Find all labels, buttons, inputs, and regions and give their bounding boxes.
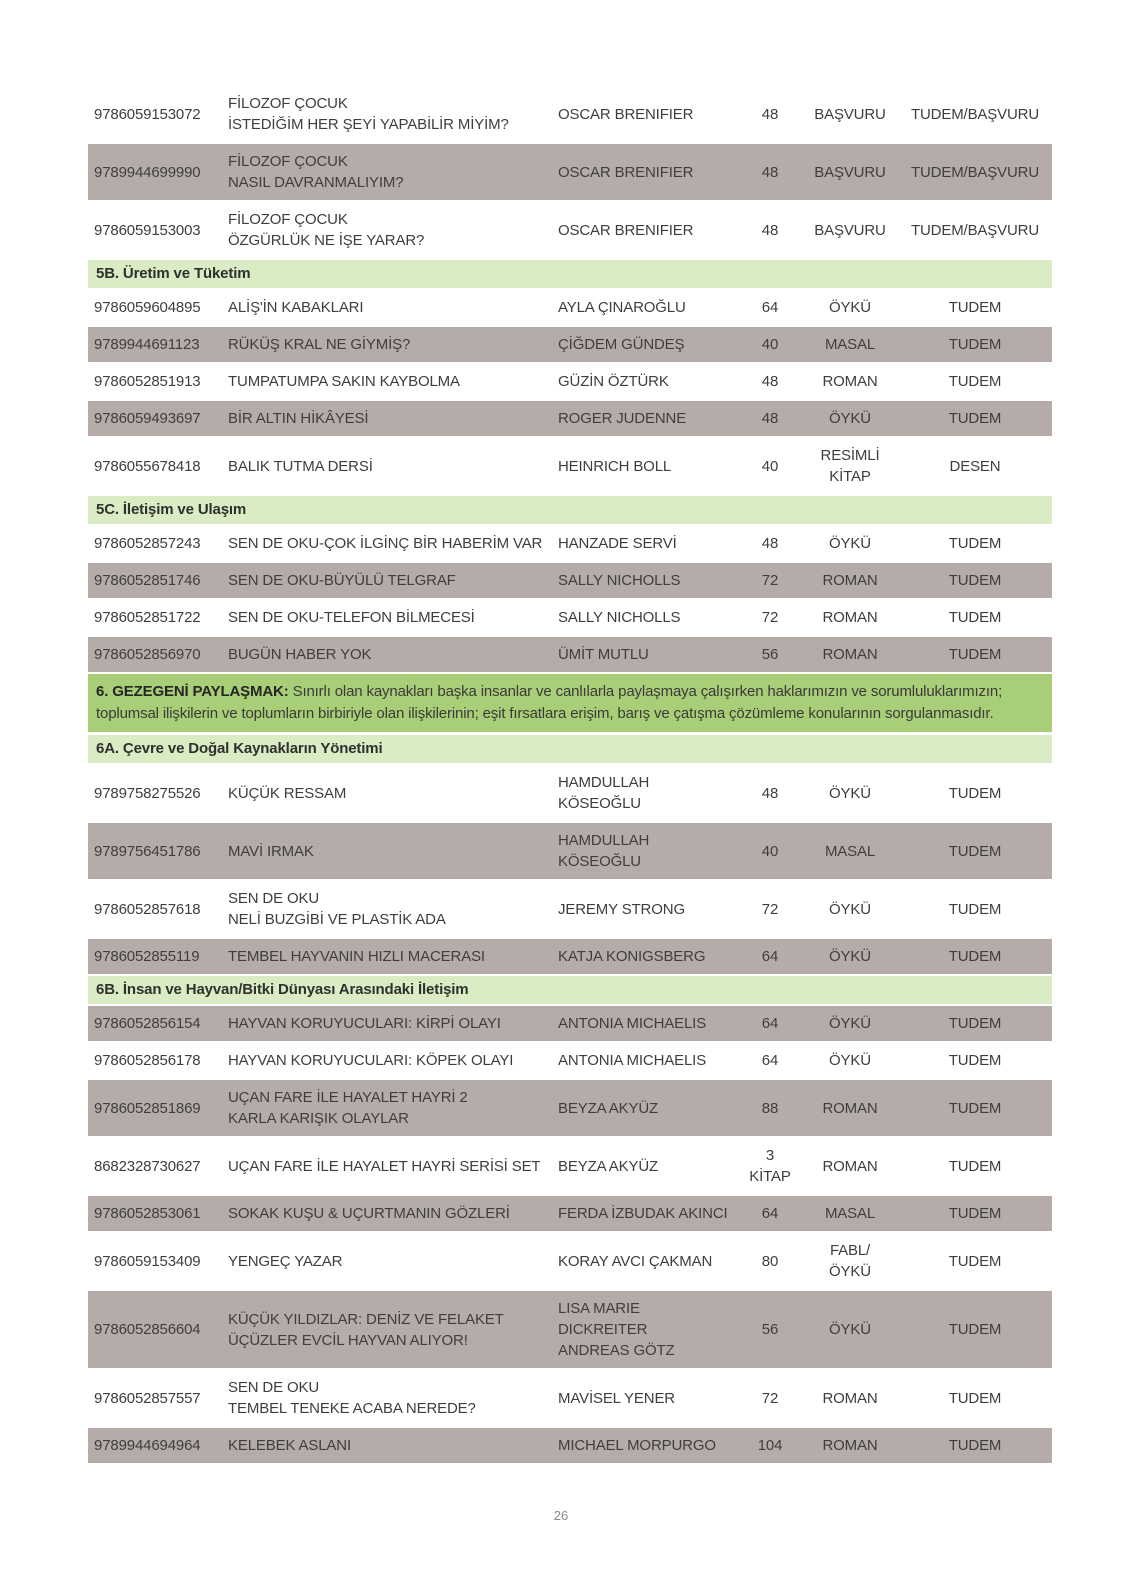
section-header: 5B. Üretim ve Tüketim: [88, 260, 1052, 288]
publisher-cell: TUDEM: [948, 1437, 1002, 1454]
author-cell: OSCAR BRENIFIER: [558, 105, 694, 123]
table-row: [88, 438, 1052, 494]
genre-cell: ROMAN: [822, 373, 878, 390]
pages-cell: 56: [761, 646, 779, 663]
publisher-cell: TUDEM: [948, 299, 1002, 316]
isbn-cell: 9786052851722: [94, 609, 201, 626]
isbn-cell: 9786052857618: [94, 900, 201, 918]
pages-cell: 72: [761, 572, 779, 589]
table-row: [88, 202, 1052, 258]
pages-cell: 48: [761, 784, 779, 802]
publisher-cell: TUDEM: [948, 1252, 1002, 1270]
isbn-cell: 8682328730627: [94, 1157, 201, 1175]
table-row: [88, 765, 1052, 821]
publisher-cell: TUDEM: [948, 842, 1002, 860]
title-cell: RÜKÜŞ KRAL NE GİYMİŞ?: [228, 336, 411, 353]
isbn-cell: 9786052856970: [94, 646, 201, 663]
author-cell: ROGER JUDENNE: [558, 410, 687, 427]
author-cell: AYLA ÇINAROĞLU: [558, 299, 686, 316]
pages-cell: 48: [761, 221, 779, 239]
pages-cell: 40: [761, 336, 779, 353]
table-row: [88, 364, 1052, 399]
genre-cell: ÖYKÜ: [829, 1052, 871, 1069]
isbn-cell: 9786055678418: [94, 457, 201, 475]
title-cell: ALİŞ'İN KABAKLARI: [228, 299, 364, 316]
pages-cell: 64: [761, 1052, 779, 1069]
isbn-cell: 9786052851913: [94, 373, 201, 390]
author-cell: ANTONIA MICHAELIS: [558, 1052, 707, 1069]
genre-cell: RESİMLİ KİTAP: [820, 447, 880, 485]
isbn-cell: 9786052855119: [94, 948, 200, 965]
author-cell: HAMDULLAH KÖSEOĞLU: [558, 774, 650, 812]
genre-cell: BAŞVURU: [814, 221, 886, 239]
isbn-cell: 9786059153072: [94, 105, 201, 123]
table-row: [88, 823, 1052, 879]
title-cell: BİR ALTIN HİKÂYESİ: [228, 410, 369, 427]
author-cell: KATJA KONIGSBERG: [558, 948, 706, 965]
author-cell: GÜZİN ÖZTÜRK: [558, 373, 669, 390]
isbn-cell: 9786052853061: [94, 1205, 201, 1222]
pages-cell: 72: [761, 1389, 779, 1407]
publisher-cell: TUDEM: [948, 410, 1002, 427]
pages-cell: 104: [757, 1437, 783, 1454]
title-cell: FİLOZOF ÇOCUK NASIL DAVRANMALIYIM?: [228, 153, 404, 191]
title-cell: HAYVAN KORUYUCULARI: KİRPİ OLAYI: [228, 1015, 501, 1032]
author-cell: MAVİSEL YENER: [558, 1389, 675, 1407]
publisher-cell: TUDEM/BAŞVURU: [910, 163, 1040, 181]
publisher-cell: TUDEM: [948, 1099, 1002, 1117]
title-cell: SOKAK KUŞU & UÇURTMANIN GÖZLERİ: [228, 1205, 510, 1222]
publisher-cell: TUDEM: [948, 900, 1002, 918]
table-row: [88, 1291, 1052, 1368]
title-cell: FİLOZOF ÇOCUK İSTEDİĞİM HER ŞEYİ YAPABİLİR MİYİM?: [228, 95, 509, 133]
isbn-cell: 9786059493697: [94, 410, 201, 427]
genre-cell: ÖYKÜ: [829, 1321, 871, 1338]
publisher-cell: TUDEM: [948, 1015, 1002, 1032]
pages-cell: 48: [761, 410, 779, 427]
isbn-cell: 9786052851869: [94, 1099, 201, 1117]
author-cell: HANZADE SERVİ: [558, 535, 677, 552]
title-cell: MAVİ IRMAK: [228, 842, 314, 860]
pages-cell: 64: [761, 948, 779, 965]
section-header: 6B. İnsan ve Hayvan/Bitki Dünyası Arasındaki İletişim: [88, 976, 1052, 1004]
isbn-cell: 9789758275526: [94, 784, 201, 802]
table-row: [88, 1370, 1052, 1426]
author-cell: BEYZA AKYÜZ: [558, 1099, 659, 1117]
genre-cell: ROMAN: [822, 1389, 878, 1407]
publisher-cell: TUDEM: [948, 1157, 1002, 1175]
publisher-cell: TUDEM: [948, 609, 1002, 626]
table-row: [88, 1043, 1052, 1078]
section-header: 5C. İletişim ve Ulaşım: [88, 496, 1052, 524]
table-row: [88, 1006, 1052, 1041]
publisher-cell: TUDEM/BAŞVURU: [910, 221, 1040, 239]
isbn-cell: 9786052857243: [94, 535, 201, 552]
section-banner: 6. GEZEGENİ PAYLAŞMAK: Sınırlı olan kaynakları başka insanlar ve canlılarla paylaşmaya çalışırken haklarımızın ve sorumluluklarımızın; toplumsal ilişkilerin ve toplumların birbiriyle olan ilişkilerinin; eşit fırsatlara erişim, barış ve çatışma çözümleme konularının sorgulanmasıdır.: [88, 674, 1052, 732]
author-cell: ANTONIA MICHAELIS: [558, 1015, 707, 1032]
publisher-cell: TUDEM: [948, 1389, 1002, 1407]
author-cell: HAMDULLAH KÖSEOĞLU: [558, 832, 650, 870]
table-row: [88, 939, 1052, 974]
section-header: 6A. Çevre ve Doğal Kaynakların Yönetimi: [88, 735, 1052, 763]
title-cell: YENGEÇ YAZAR: [228, 1252, 343, 1270]
publisher-cell: TUDEM/BAŞVURU: [910, 105, 1040, 123]
title-cell: SEN DE OKU NELİ BUZGİBİ VE PLASTİK ADA: [228, 890, 446, 928]
title-cell: SEN DE OKU-TELEFON BİLMECESİ: [228, 609, 475, 626]
publisher-cell: TUDEM: [948, 646, 1002, 663]
publisher-cell: TUDEM: [948, 1321, 1002, 1338]
pages-cell: 48: [761, 105, 779, 123]
genre-cell: ROMAN: [822, 609, 878, 626]
publisher-cell: TUDEM: [948, 1052, 1002, 1069]
genre-cell: MASAL: [824, 336, 876, 353]
title-cell: HAYVAN KORUYUCULARI: KÖPEK OLAYI: [228, 1052, 514, 1069]
author-cell: LISA MARIE DICKREITER ANDREAS GÖTZ: [558, 1300, 675, 1359]
table-row: [88, 563, 1052, 598]
publisher-cell: TUDEM: [948, 572, 1002, 589]
title-cell: BALIK TUTMA DERSİ: [228, 457, 373, 475]
genre-cell: BAŞVURU: [814, 163, 886, 181]
genre-cell: ÖYKÜ: [829, 535, 871, 552]
pages-cell: 40: [761, 457, 779, 475]
publisher-cell: TUDEM: [948, 535, 1002, 552]
table-row: [88, 327, 1052, 362]
publisher-cell: TUDEM: [948, 1205, 1002, 1222]
table-row: [88, 401, 1052, 436]
isbn-cell: 9786059153003: [94, 221, 201, 239]
pages-cell: 88: [761, 1099, 779, 1117]
genre-cell: FABL/ ÖYKÜ: [829, 1242, 871, 1280]
genre-cell: ROMAN: [822, 1099, 878, 1117]
isbn-cell: 9786052851746: [94, 572, 201, 589]
author-cell: ÜMİT MUTLU: [558, 646, 649, 663]
isbn-cell: 9786052856154: [94, 1015, 201, 1032]
author-cell: OSCAR BRENIFIER: [558, 163, 694, 181]
pages-cell: 3 KİTAP: [749, 1147, 791, 1185]
isbn-cell: 9786059153409: [94, 1252, 201, 1270]
isbn-cell: 9789944694964: [94, 1437, 201, 1454]
genre-cell: ROMAN: [822, 646, 878, 663]
pages-cell: 64: [761, 1015, 779, 1032]
pages-cell: 64: [761, 1205, 779, 1222]
genre-cell: ROMAN: [822, 1157, 878, 1175]
title-cell: SEN DE OKU-BÜYÜLÜ TELGRAF: [228, 572, 456, 589]
pages-cell: 48: [761, 163, 779, 181]
publisher-cell: DESEN: [949, 457, 1001, 475]
title-cell: KELEBEK ASLANI: [228, 1437, 351, 1454]
pages-cell: 56: [761, 1321, 779, 1338]
table-row: [88, 1196, 1052, 1231]
table-row: [88, 144, 1052, 200]
genre-cell: BAŞVURU: [814, 105, 886, 123]
title-cell: SEN DE OKU-ÇOK İLGİNÇ BİR HABERİM VAR: [228, 535, 543, 552]
table-row: [88, 1233, 1052, 1289]
table-row: [88, 86, 1052, 142]
author-cell: HEINRICH BOLL: [558, 457, 672, 475]
genre-cell: ÖYKÜ: [829, 410, 871, 427]
pages-cell: 72: [761, 609, 779, 626]
pages-cell: 48: [761, 373, 779, 390]
isbn-cell: 9789944691123: [94, 336, 200, 353]
publisher-cell: TUDEM: [948, 948, 1002, 965]
table-row: [88, 1428, 1052, 1463]
section-banner-title: 6. GEZEGENİ PAYLAŞMAK:: [96, 683, 289, 700]
isbn-cell: 9786059604895: [94, 299, 201, 316]
genre-cell: ÖYKÜ: [829, 900, 871, 918]
pages-cell: 40: [761, 842, 779, 860]
table-row: [88, 881, 1052, 937]
table-row: [88, 637, 1052, 672]
author-cell: SALLY NICHOLLS: [558, 609, 681, 626]
genre-cell: ÖYKÜ: [829, 948, 871, 965]
genre-cell: ÖYKÜ: [829, 299, 871, 316]
isbn-cell: 9786052857557: [94, 1389, 201, 1407]
table-row: [88, 1080, 1052, 1136]
page-number: 26: [553, 1508, 569, 1523]
genre-cell: ÖYKÜ: [829, 784, 871, 802]
title-cell: KÜÇÜK YILDIZLAR: DENİZ VE FELAKET ÜÇÜZLER EVCİL HAYVAN ALIYOR!: [228, 1310, 504, 1349]
genre-cell: MASAL: [824, 1205, 876, 1222]
table-row: [88, 1138, 1052, 1194]
genre-cell: ROMAN: [822, 572, 878, 589]
genre-cell: ROMAN: [822, 1437, 878, 1454]
title-cell: UÇAN FARE İLE HAYALET HAYRİ 2 KARLA KARIŞIK OLAYLAR: [228, 1089, 468, 1127]
title-cell: UÇAN FARE İLE HAYALET HAYRİ SERİSİ SET: [228, 1157, 541, 1175]
pages-cell: 72: [761, 900, 779, 918]
author-cell: KORAY AVCI ÇAKMAN: [558, 1252, 713, 1270]
genre-cell: ÖYKÜ: [829, 1015, 871, 1032]
title-cell: BUGÜN HABER YOK: [228, 646, 372, 663]
title-cell: TEMBEL HAYVANIN HIZLI MACERASI: [228, 948, 485, 965]
isbn-cell: 9786052856178: [94, 1052, 201, 1069]
publisher-cell: TUDEM: [948, 784, 1002, 802]
pages-cell: 48: [761, 535, 779, 552]
publisher-cell: TUDEM: [948, 373, 1002, 390]
author-cell: ÇİĞDEM GÜNDEŞ: [558, 336, 685, 353]
title-cell: FİLOZOF ÇOCUK ÖZGÜRLÜK NE İŞE YARAR?: [228, 211, 425, 249]
title-cell: KÜÇÜK RESSAM: [228, 784, 347, 802]
table-row: [88, 290, 1052, 325]
isbn-cell: 9786052856604: [94, 1321, 201, 1338]
author-cell: BEYZA AKYÜZ: [558, 1157, 659, 1175]
pages-cell: 64: [761, 299, 779, 316]
table-row: [88, 526, 1052, 561]
author-cell: OSCAR BRENIFIER: [558, 221, 694, 239]
title-cell: SEN DE OKU TEMBEL TENEKE ACABA NEREDE?: [228, 1379, 476, 1417]
author-cell: SALLY NICHOLLS: [558, 572, 681, 589]
isbn-cell: 9789944699990: [94, 163, 201, 181]
genre-cell: MASAL: [824, 842, 876, 860]
author-cell: JEREMY STRONG: [558, 900, 685, 918]
publisher-cell: TUDEM: [948, 336, 1002, 353]
book-table: [88, 86, 1052, 1465]
title-cell: TUMPATUMPA SAKIN KAYBOLMA: [228, 373, 460, 390]
isbn-cell: 9789756451786: [94, 842, 201, 860]
table-row: [88, 600, 1052, 635]
author-cell: FERDA İZBUDAK AKINCI: [558, 1205, 728, 1222]
pages-cell: 80: [761, 1252, 779, 1270]
author-cell: MICHAEL MORPURGO: [558, 1437, 716, 1454]
